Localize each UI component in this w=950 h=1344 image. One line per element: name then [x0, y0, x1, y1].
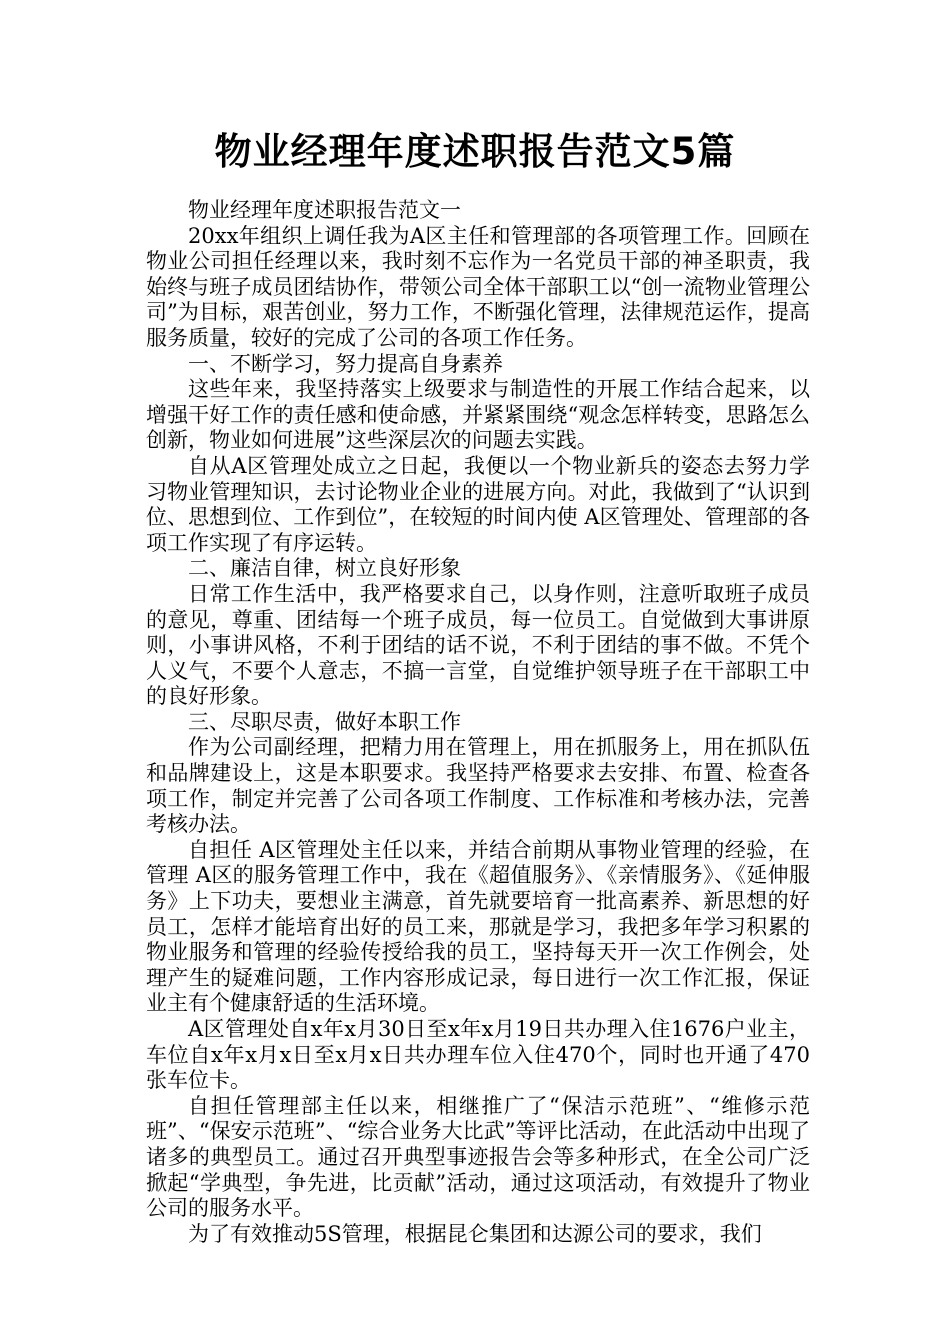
body-paragraph: A区管理处自x年x月30日至x年x月19日共办理入住1676户业主，车位自x年x月x日至x月x日共办理车位入住470个，同时也开通了470张车位卡。 — [146, 1017, 810, 1093]
document-title: 物业经理年度述职报告范文5篇 — [214, 130, 736, 173]
section-heading: 一、不断学习，努力提高自身素养 — [188, 351, 503, 376]
body-paragraph: 为了有效推动5S管理，根据昆仑集团和达源公司的要求，我们 — [188, 1221, 762, 1246]
body-paragraph: 自担任管理部主任以来，相继推广了“保洁示范班”、“维修示范班”、“保安示范班”、“综合业务大比武”等评比活动，在此活动中出现了诸多的典型员工。通过召开典型事迹报告会等多种形式，在全公司广泛掀起“学典型，争先进，比贡献”活动，通过这项活动，有效提升了物业公司的服务水平。 — [146, 1093, 810, 1221]
body-paragraph: 作为公司副经理，把精力用在管理上，用在抓服务上，用在抓队伍和品牌建设上，这是本职要求。我坚持严格要求去安排、布置、检查各项工作，制定并完善了公司各项工作制度、工作标准和考核办法，完善考核办法。 — [146, 735, 810, 837]
body-paragraph: 自从A区管理处成立之日起，我便以一个物业新兵的姿态去努力学习物业管理知识，去讨论物业企业的进展方向。对此，我做到了“认识到位、思想到位、工作到位”，在较短的时间内使 A区管理处、管理部的各项工作实现了有序运转。 — [146, 453, 810, 555]
section-heading: 二、廉洁自律，树立良好形象 — [188, 556, 461, 581]
body-paragraph: 自担任 A区管理处主任以来，并结合前期从事物业管理的经验，在管理 A区的服务管理工作中，我在《超值服务》、《亲情服务》、《延伸服务》上下功夫，要想业主满意，首先就要培育一批高素养、新思想的好员工，怎样才能培育出好的员工来，那就是学习，我把多年学习积累的物业服务和管理的经验传授给我的员工，坚持每天开一次工作例会，处理产生的疑难问题，工作内容形成记录，每日进行一次工作汇报，保证业主有个健康舒适的生活环境。 — [146, 837, 810, 1016]
section-heading: 三、尽职尽责，做好本职工作 — [188, 709, 461, 734]
body-paragraph: 这些年来，我坚持落实上级要求与制造性的开展工作结合起来，以增强干好工作的责任感和使命感，并紧紧围绕“观念怎样转变，思路怎么创新，物业如何进展”这些深层次的问题去实践。 — [146, 377, 810, 453]
subtitle-paragraph: 物业经理年度述职报告范文一 — [188, 198, 461, 222]
body-paragraph: 日常工作生活中，我严格要求自己，以身作则，注意听取班子成员的意见，尊重、团结每一个班子成员，每一位员工。自觉做到大事讲原则，小事讲风格，不利于团结的话不说，不利于团结的事不做。不凭个人义气，不要个人意志，不搞一言堂，自觉维护领导班子在干部职工中的良好形象。 — [146, 581, 810, 709]
body-paragraph: 20xx年组织上调任我为A区主任和管理部的各项管理工作。回顾在物业公司担任经理以来，我时刻不忘作为一名党员干部的神圣职责，我始终与班子成员团结协作，带领公司全体干部职工以“创一流物业管理公司”为目标，艰苦创业，努力工作，不断强化管理，法律规范运作，提高服务质量，较好的完成了公司的各项工作任务。 — [146, 223, 810, 350]
document-body — [146, 198, 810, 1247]
